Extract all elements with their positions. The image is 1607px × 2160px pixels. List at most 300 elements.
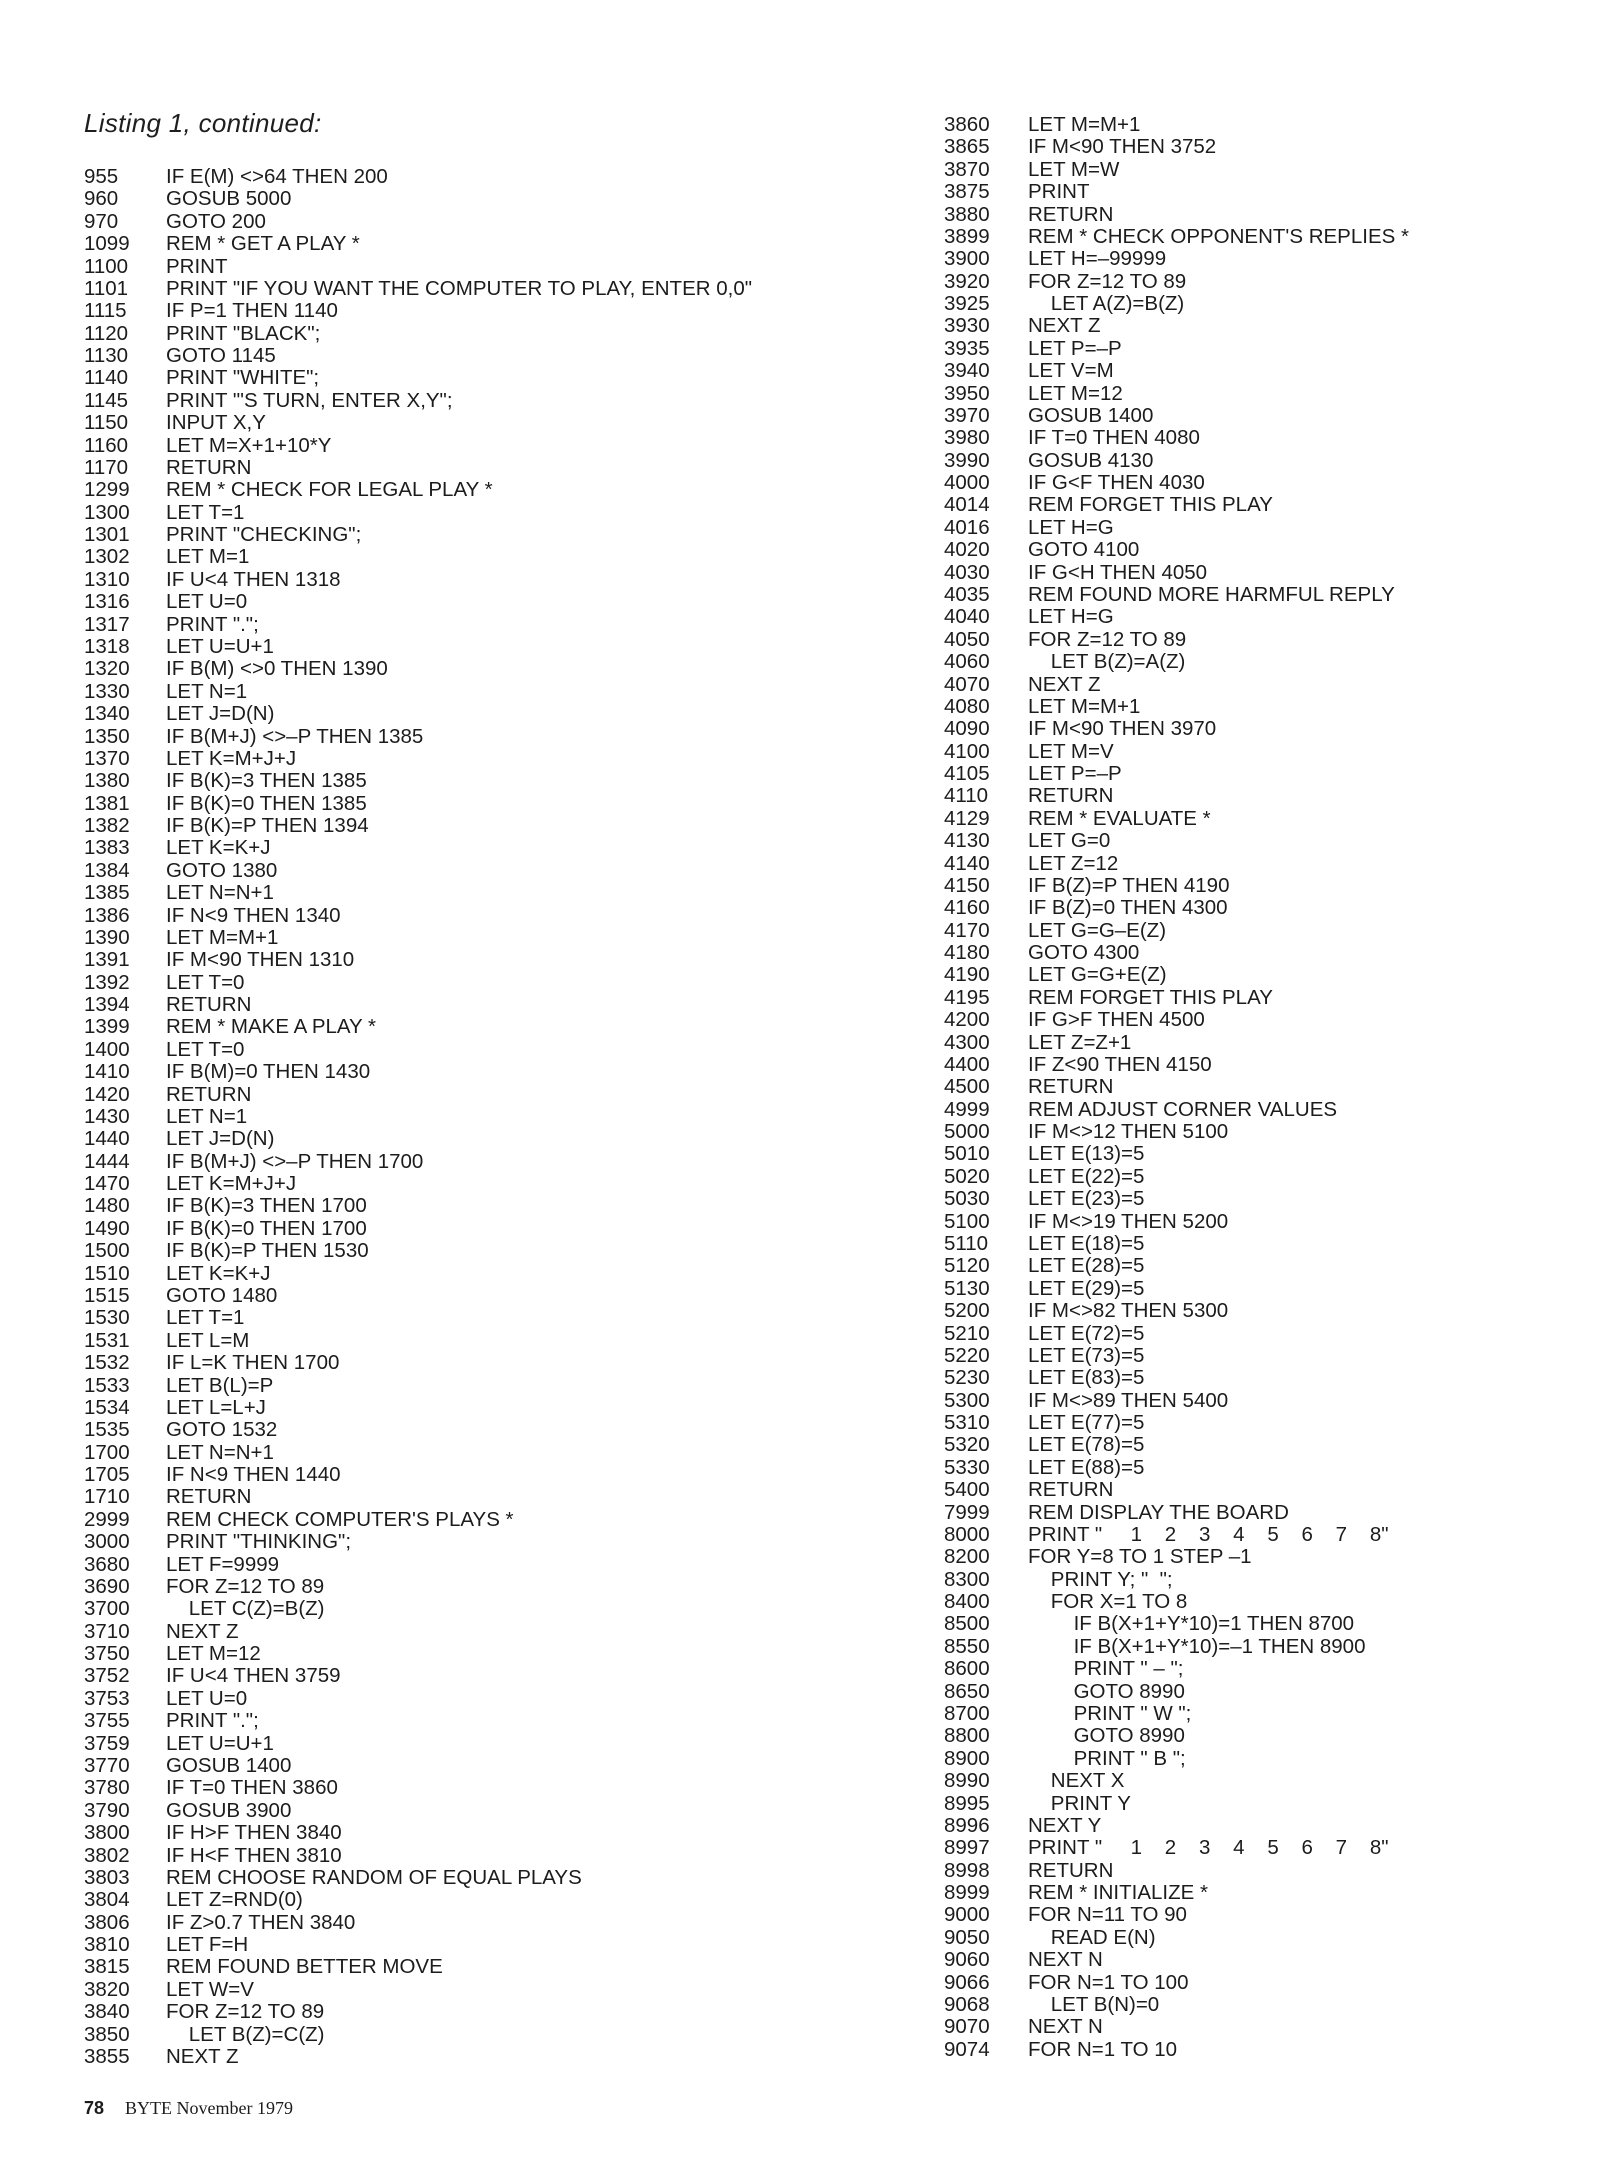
line-number: 1710 (84, 1485, 130, 1509)
line-number: 1320 (84, 657, 130, 681)
line-code: GOSUB 1400 (1028, 403, 1154, 427)
line-number: 3870 (944, 157, 990, 181)
line-number: 3855 (84, 2044, 130, 2068)
line-number: 4035 (944, 582, 990, 606)
line-code: LET E(72)=5 (1028, 1321, 1145, 1345)
line-number: 4014 (944, 493, 990, 517)
line-code: LET T=0 (166, 970, 245, 994)
line-code: PRINT (166, 254, 228, 278)
line-number: 3750 (84, 1642, 130, 1666)
line-code: LET K=K+J (166, 1261, 271, 1285)
line-code: LET M=V (1028, 739, 1114, 763)
line-code: LET E(83)=5 (1028, 1366, 1145, 1390)
line-code: IF B(K)=3 THEN 1700 (166, 1194, 367, 1218)
line-number: 1384 (84, 858, 130, 882)
line-code: IF G>F THEN 4500 (1028, 1008, 1205, 1032)
line-number: 1390 (84, 925, 130, 949)
line-code: IF B(M+J) <>–P THEN 1385 (166, 724, 424, 748)
line-number: 4130 (944, 829, 990, 853)
line-number: 9068 (944, 1992, 990, 2016)
line-number: 1318 (84, 634, 130, 658)
line-code: IF U<4 THEN 3759 (166, 1664, 341, 1688)
line-number: 8000 (944, 1522, 990, 1546)
line-code: LET T=1 (166, 500, 245, 524)
line-number: 1316 (84, 590, 130, 614)
line-number: 1310 (84, 567, 130, 591)
line-number: 4040 (944, 605, 990, 629)
line-number: 3899 (944, 224, 990, 248)
line-number: 1400 (84, 1037, 130, 1061)
line-code: LET M=M+1 (1028, 113, 1141, 136)
line-code: IF M<>82 THEN 5300 (1028, 1299, 1229, 1323)
line-number: 5300 (944, 1388, 990, 1412)
line-code: GOSUB 3900 (166, 1798, 292, 1822)
line-number: 1533 (84, 1373, 130, 1397)
line-code: LET K=K+J (166, 836, 271, 860)
line-number: 4200 (944, 1008, 990, 1032)
line-code: IF B(K)=3 THEN 1385 (166, 769, 367, 793)
line-number: 1410 (84, 1060, 130, 1084)
line-number: 5210 (944, 1321, 990, 1345)
line-code: RETURN (1028, 1075, 1114, 1099)
line-number: 1700 (84, 1440, 130, 1464)
line-number: 5020 (944, 1164, 990, 1188)
line-code: NEXT N (1028, 2015, 1103, 2039)
line-code: IF T=0 THEN 3860 (166, 1776, 338, 1800)
line-number: 1531 (84, 1328, 130, 1352)
line-code: LET Z=RND(0) (166, 1888, 303, 1912)
line-code: IF B(M) <>0 THEN 1390 (166, 657, 388, 681)
line-code: IF M<>12 THEN 5100 (1028, 1120, 1229, 1144)
line-code: LET E(77)=5 (1028, 1411, 1145, 1435)
line-code: NEXT Z (1028, 672, 1101, 696)
line-number: 1100 (84, 254, 129, 278)
line-number: 1394 (84, 993, 130, 1017)
line-number: 4080 (944, 694, 990, 718)
line-code: REM * EVALUATE * (1028, 806, 1211, 830)
line-number: 1150 (84, 411, 129, 435)
line-code: IF G<H THEN 4050 (1028, 560, 1208, 584)
line-code: GOTO 200 (166, 209, 266, 233)
line-number: 8999 (944, 1881, 990, 1905)
line-code: PRINT "."; (166, 612, 259, 636)
line-number: 7999 (944, 1500, 990, 1524)
line-code: LET B(N)=0 (1028, 1992, 1160, 2016)
line-number: 1510 (84, 1261, 130, 1285)
line-code: FOR Z=12 TO 89 (1028, 627, 1187, 651)
line-number: 1386 (84, 903, 130, 927)
line-code: REM DISPLAY THE BOARD (1028, 1500, 1289, 1524)
line-code: IF M<90 THEN 3970 (1028, 717, 1217, 741)
line-number: 1381 (84, 791, 130, 815)
line-code: REM CHOOSE RANDOM OF EQUAL PLAYS (166, 1865, 582, 1889)
line-code: LET H=–99999 (1028, 247, 1167, 271)
line-number: 3900 (944, 247, 990, 271)
line-number: 1317 (84, 612, 130, 636)
line-code: LET E(13)=5 (1028, 1142, 1145, 1166)
line-code: LET K=M+J+J (166, 1172, 297, 1196)
line-code: GOSUB 1400 (166, 1753, 292, 1777)
line-code: LET U=0 (166, 590, 248, 614)
line-number: 4195 (944, 985, 990, 1009)
line-code: IF B(M)=0 THEN 1430 (166, 1060, 371, 1084)
line-code: LET E(78)=5 (1028, 1433, 1145, 1457)
line-number: 8996 (944, 1813, 990, 1837)
line-code: LET V=M (1028, 359, 1114, 383)
line-number: 1534 (84, 1395, 130, 1419)
line-code: REM * GET A PLAY * (166, 232, 360, 256)
line-number: 1299 (84, 478, 130, 502)
line-code: LET G=G–E(Z) (1028, 918, 1167, 942)
line-code: RETURN (166, 993, 252, 1017)
line-number: 3815 (84, 1955, 130, 1979)
line-code: LET E(22)=5 (1028, 1164, 1145, 1188)
line-code: GOTO 4100 (1028, 538, 1140, 562)
line-code: LET T=1 (166, 1306, 245, 1330)
line-code: PRINT "WHITE"; (166, 366, 320, 390)
line-number: 1532 (84, 1351, 130, 1375)
line-code: GOSUB 4130 (1028, 448, 1154, 472)
line-code: NEXT X (1028, 1769, 1125, 1793)
line-number: 1340 (84, 702, 130, 726)
line-number: 8550 (944, 1634, 990, 1658)
line-code: REM FORGET THIS PLAY (1028, 493, 1273, 517)
line-code: PRINT " W "; (1028, 1701, 1192, 1725)
line-code: FOR Y=8 TO 1 STEP –1 (1028, 1545, 1252, 1569)
line-number: 1530 (84, 1306, 130, 1330)
line-number: 8650 (944, 1679, 990, 1703)
line-code: IF M<90 THEN 1310 (166, 948, 355, 972)
line-number: 1300 (84, 500, 130, 524)
line-code: IF B(K)=P THEN 1530 (166, 1239, 369, 1263)
line-code: FOR N=1 TO 10 (1028, 2037, 1178, 2061)
line-number: 1101 (84, 276, 129, 300)
line-number: 3752 (84, 1664, 130, 1688)
line-number: 1302 (84, 545, 130, 569)
line-code: LET U=0 (166, 1686, 248, 1710)
line-code: IF L=K THEN 1700 (166, 1351, 340, 1375)
line-number: 5200 (944, 1299, 990, 1323)
line-number: 8500 (944, 1612, 990, 1636)
line-number: 5220 (944, 1343, 990, 1367)
line-number: 1140 (84, 366, 129, 390)
line-number: 4160 (944, 896, 990, 920)
line-number: 3000 (84, 1530, 130, 1554)
line-code: LET Z=12 (1028, 851, 1119, 875)
line-code: LET L=L+J (166, 1395, 266, 1419)
line-number: 5130 (944, 1276, 990, 1300)
line-number: 3940 (944, 359, 990, 383)
line-number: 4020 (944, 538, 990, 562)
line-number: 8400 (944, 1590, 990, 1614)
line-code: RETURN (1028, 784, 1114, 808)
line-number: 4129 (944, 806, 990, 830)
line-code: IF Z<90 THEN 4150 (1028, 1052, 1212, 1076)
line-code: LET G=0 (1028, 829, 1111, 853)
line-code: FOR Z=12 TO 89 (166, 1574, 325, 1598)
line-code: GOTO 4300 (1028, 941, 1140, 965)
line-code: IF B(Z)=0 THEN 4300 (1028, 896, 1228, 920)
line-code: IF P=1 THEN 1140 (166, 299, 338, 323)
line-number: 3806 (84, 1910, 130, 1934)
line-number: 3860 (944, 113, 990, 136)
line-code: FOR N=11 TO 90 (1028, 1903, 1187, 1927)
line-number: 8700 (944, 1701, 990, 1725)
line-code: LET B(Z)=C(Z) (166, 2022, 325, 2046)
line-code: LET L=M (166, 1328, 250, 1352)
line-code: PRINT " – "; (1028, 1657, 1184, 1681)
line-number: 1145 (84, 388, 129, 412)
line-code: RETURN (1028, 202, 1114, 226)
line-number: 8300 (944, 1567, 990, 1591)
line-code: LET N=1 (166, 679, 248, 703)
line-number: 3990 (944, 448, 990, 472)
line-code: LET N=N+1 (166, 881, 274, 905)
line-code: LET P=–P (1028, 336, 1122, 360)
line-number: 1480 (84, 1194, 130, 1218)
line-number: 1470 (84, 1172, 130, 1196)
line-code: RETURN (166, 1485, 252, 1509)
line-number: 4190 (944, 963, 990, 987)
line-code: GOSUB 5000 (166, 187, 292, 211)
line-number: 4090 (944, 717, 990, 741)
line-number: 3865 (944, 135, 990, 159)
line-code: PRINT "CHECKING"; (166, 523, 362, 547)
line-code: FOR Z=12 TO 89 (1028, 269, 1187, 293)
line-number: 8990 (944, 1769, 990, 1793)
line-code: PRINT " B "; (1028, 1746, 1186, 1770)
line-code: GOTO 1532 (166, 1418, 278, 1442)
line-number: 1705 (84, 1463, 130, 1487)
page-number: 78 (84, 2098, 105, 2118)
line-number: 1115 (84, 299, 127, 323)
magazine-issue: BYTE November 1979 (125, 2098, 294, 2118)
line-number: 1490 (84, 1216, 130, 1240)
line-number: 1444 (84, 1149, 130, 1173)
line-number: 1535 (84, 1418, 130, 1442)
line-number: 4070 (944, 672, 990, 696)
line-code: IF M<90 THEN 3752 (1028, 135, 1217, 159)
line-number: 8997 (944, 1836, 990, 1860)
line-code: LET M=M+1 (1028, 694, 1141, 718)
line-code: IF E(M) <>64 THEN 200 (166, 165, 388, 188)
line-code: FOR Z=12 TO 89 (166, 2000, 325, 2024)
line-number: 1380 (84, 769, 130, 793)
line-code: PRINT "."; (166, 1709, 259, 1733)
line-code: RETURN (1028, 1858, 1114, 1882)
line-code: LET E(73)=5 (1028, 1343, 1145, 1367)
line-code: READ E(N) (1028, 1925, 1156, 1949)
line-number: 960 (84, 187, 119, 211)
line-number: 1099 (84, 232, 130, 256)
line-number: 3970 (944, 403, 990, 427)
line-number: 3875 (944, 180, 990, 204)
line-number: 3980 (944, 426, 990, 450)
line-code: REM * INITIALIZE * (1028, 1881, 1208, 1905)
line-code: PRINT " 1 2 3 4 5 6 7 8" (1028, 1836, 1389, 1860)
line-number: 3753 (84, 1686, 130, 1710)
line-code: IF H<F THEN 3810 (166, 1843, 342, 1867)
line-code: IF M<>89 THEN 5400 (1028, 1388, 1229, 1412)
line-code: LET Z=Z+1 (1028, 1030, 1132, 1054)
line-number: 5400 (944, 1478, 990, 1502)
line-number: 1120 (84, 321, 129, 345)
line-code: REM ADJUST CORNER VALUES (1028, 1097, 1338, 1121)
line-code: LET M=W (1028, 157, 1120, 181)
line-code: REM FOUND BETTER MOVE (166, 1955, 443, 1979)
line-code: IF B(M+J) <>–P THEN 1700 (166, 1149, 424, 1173)
line-code: NEXT Z (166, 2044, 239, 2068)
line-code: RETURN (1028, 1478, 1114, 1502)
line-code: LET G=G+E(Z) (1028, 963, 1167, 987)
line-code: LET H=G (1028, 515, 1114, 539)
line-code: PRINT "IF YOU WANT THE COMPUTER TO PLAY, ENTER 0,0" (166, 276, 753, 300)
line-code: GOTO 1145 (166, 344, 276, 368)
line-number: 1385 (84, 881, 130, 905)
line-code: LET T=0 (166, 1037, 245, 1061)
line-code: LET M=M+1 (166, 925, 279, 949)
line-number: 5320 (944, 1433, 990, 1457)
line-code: IF T=0 THEN 4080 (1028, 426, 1200, 450)
line-code: PRINT (1028, 180, 1090, 204)
line-code: PRINT Y (1028, 1791, 1131, 1815)
line-code: PRINT "'S TURN, ENTER X,Y"; (166, 388, 453, 412)
line-code: GOTO 1380 (166, 858, 278, 882)
line-number: 1350 (84, 724, 130, 748)
line-number: 4500 (944, 1075, 990, 1099)
line-number: 1500 (84, 1239, 130, 1263)
line-code: IF Z>0.7 THEN 3840 (166, 1910, 356, 1934)
line-number: 1160 (84, 433, 129, 457)
line-number: 5330 (944, 1455, 990, 1479)
line-number: 3690 (84, 1574, 130, 1598)
line-number: 3810 (84, 1933, 130, 1957)
line-number: 5110 (944, 1232, 989, 1255)
listing-heading: Listing 1, continued: (84, 108, 322, 138)
line-number: 5000 (944, 1120, 990, 1144)
line-number: 8900 (944, 1746, 990, 1770)
line-number: 3803 (84, 1865, 130, 1889)
line-number: 4180 (944, 941, 990, 965)
line-code: IF N<9 THEN 1340 (166, 903, 341, 927)
line-number: 9066 (944, 1970, 990, 1994)
line-number: 9070 (944, 2015, 990, 2039)
line-code: REM * MAKE A PLAY * (166, 1015, 377, 1039)
line-number: 3950 (944, 381, 990, 405)
line-code: IF B(X+1+Y*10)=1 THEN 8700 (1028, 1612, 1355, 1636)
line-code: NEXT Y (1028, 1813, 1102, 1837)
line-number: 4030 (944, 560, 990, 584)
line-number: 1130 (84, 344, 129, 368)
line-number: 3680 (84, 1552, 130, 1576)
line-number: 3935 (944, 336, 990, 360)
line-code: INPUT X,Y (166, 411, 266, 435)
line-number: 1330 (84, 679, 130, 703)
line-code: IF N<9 THEN 1440 (166, 1463, 341, 1487)
line-code: IF G<F THEN 4030 (1028, 471, 1205, 495)
line-number: 5030 (944, 1187, 990, 1211)
line-code: GOTO 8990 (1028, 1724, 1185, 1748)
line-code: REM FOUND MORE HARMFUL REPLY (1028, 582, 1395, 606)
line-number: 3770 (84, 1753, 130, 1777)
line-number: 3800 (84, 1821, 130, 1845)
line-code: IF H>F THEN 3840 (166, 1821, 342, 1845)
line-code: LET E(29)=5 (1028, 1276, 1145, 1300)
line-code: LET B(Z)=A(Z) (1028, 650, 1186, 674)
line-code: LET M=1 (166, 545, 250, 569)
line-number: 9000 (944, 1903, 990, 1927)
line-code: LET J=D(N) (166, 702, 275, 726)
line-number: 1430 (84, 1104, 130, 1128)
line-number: 5310 (944, 1411, 990, 1435)
line-number: 8600 (944, 1657, 990, 1681)
line-number: 1391 (84, 948, 130, 972)
line-number: 4060 (944, 650, 990, 674)
line-number: 3920 (944, 269, 990, 293)
line-number: 4300 (944, 1030, 990, 1054)
line-code: LET K=M+J+J (166, 746, 297, 770)
line-code: LET E(23)=5 (1028, 1187, 1145, 1211)
line-number: 1515 (84, 1284, 130, 1307)
line-code: LET C(Z)=B(Z) (166, 1597, 325, 1621)
line-code: PRINT " 1 2 3 4 5 6 7 8" (1028, 1522, 1389, 1546)
line-code: IF U<4 THEN 1318 (166, 567, 341, 591)
line-number: 1370 (84, 746, 130, 770)
line-code: PRINT "THINKING"; (166, 1530, 352, 1554)
line-number: 3755 (84, 1709, 130, 1733)
line-code: PRINT "BLACK"; (166, 321, 321, 345)
line-code: IF B(K)=0 THEN 1385 (166, 791, 367, 815)
line-number: 4400 (944, 1052, 990, 1076)
line-number: 1399 (84, 1015, 130, 1039)
line-code: REM FORGET THIS PLAY (1028, 985, 1273, 1009)
line-number: 1420 (84, 1082, 130, 1106)
line-number: 9050 (944, 1925, 990, 1949)
line-number: 9060 (944, 1948, 990, 1972)
line-number: 4170 (944, 918, 990, 942)
line-code: LET E(18)=5 (1028, 1232, 1145, 1255)
line-number: 9074 (944, 2037, 990, 2061)
line-number: 8998 (944, 1858, 990, 1882)
line-number: 1383 (84, 836, 130, 860)
line-number: 5010 (944, 1142, 990, 1166)
line-code: LET B(L)=P (166, 1373, 274, 1397)
line-code: LET M=X+1+10*Y (166, 433, 332, 457)
line-code: IF B(X+1+Y*10)=–1 THEN 8900 (1028, 1634, 1366, 1658)
line-code: LET U=U+1 (166, 1731, 274, 1755)
line-code: LET F=H (166, 1933, 249, 1957)
line-number: 8995 (944, 1791, 990, 1815)
line-number: 1170 (84, 455, 129, 479)
line-code: GOTO 8990 (1028, 1679, 1185, 1703)
line-code: LET J=D(N) (166, 1127, 275, 1151)
line-number: 3802 (84, 1843, 130, 1867)
line-code: NEXT Z (1028, 314, 1101, 338)
line-number: 3700 (84, 1597, 130, 1621)
line-code: IF M<>19 THEN 5200 (1028, 1209, 1229, 1233)
line-code: RETURN (166, 455, 252, 479)
line-code: LET N=1 (166, 1104, 248, 1128)
line-number: 4110 (944, 784, 989, 808)
line-number: 5120 (944, 1254, 990, 1278)
line-number: 5230 (944, 1366, 990, 1390)
line-number: 955 (84, 165, 119, 188)
line-code: GOTO 1480 (166, 1284, 278, 1307)
line-code: LET M=12 (166, 1642, 261, 1666)
line-number: 1301 (84, 523, 130, 547)
line-code: LET M=12 (1028, 381, 1123, 405)
line-code: NEXT N (1028, 1948, 1103, 1972)
